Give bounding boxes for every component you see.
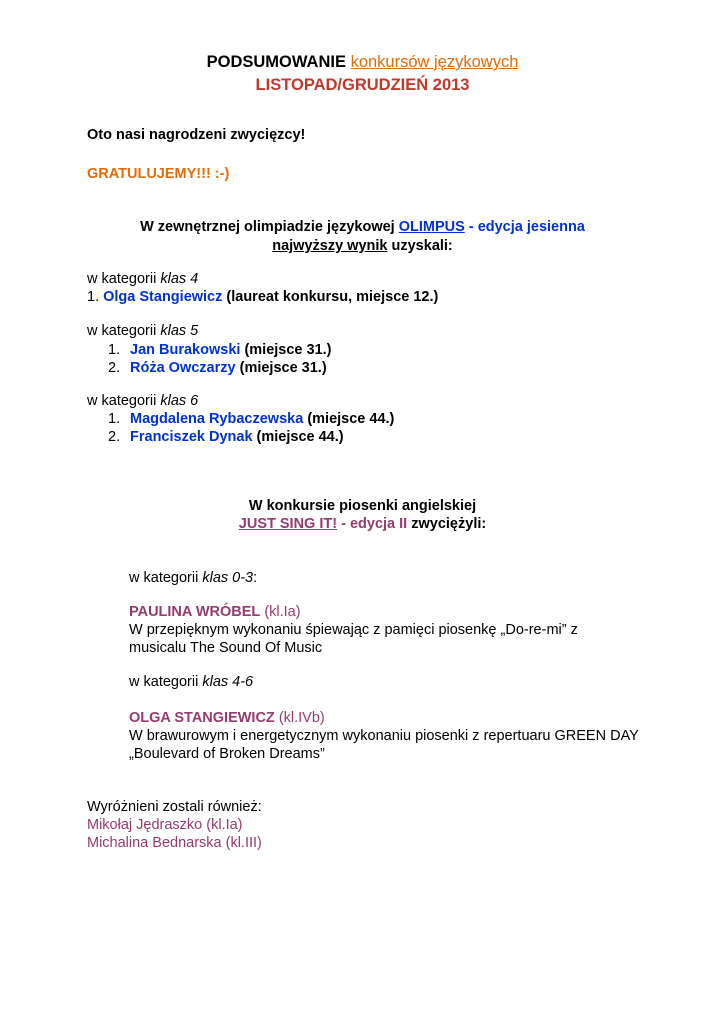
winner-class: (kl.Ia) [264,604,301,620]
student-name: Magdalena Rybaczewska [130,411,304,427]
list-item [108,428,344,447]
list-item [108,359,327,378]
category-name: klas 6 [160,393,199,409]
olimpus-subheading [0,237,725,256]
category-prefix: w kategorii [87,323,157,339]
winner-1-description-line2: musicalu The Sound Of Music [129,640,323,656]
category-klas6 [87,392,198,411]
student-note: (laureat konkursu, miejsce 12.) [226,289,439,305]
category-name: klas 5 [160,323,199,339]
category-prefix: w kategorii [87,271,157,287]
song-contest-link[interactable]: JUST SING IT! [238,516,338,532]
winner-2-description-line1: W brawurowym i energetycznym wykonaniu piosenki z repertuaru GREEN DAY [129,728,639,744]
song-edition: - edycja II [341,516,408,532]
list-item [87,288,438,307]
list-item [108,341,332,360]
category-klas0-3 [129,569,257,588]
category-suffix: : [253,570,258,586]
list-number: 2. [108,429,121,445]
category-name: klas 4-6 [202,674,254,690]
category-name: klas 4 [160,271,199,287]
olimpus-link[interactable]: OLIMPUS [398,219,465,235]
list-number: 2. [108,360,121,376]
distinctions-heading: Wyróżnieni zostali również: [87,799,262,815]
page-subtitle: LISTOPAD/GRUDZIEŃ 2013 [255,76,470,94]
title-link[interactable]: konkursów językowych [350,53,519,71]
student-name: Olga Stangiewicz [103,289,223,305]
title-bold: PODSUMOWANIE [206,53,346,71]
category-klas4 [87,270,198,289]
song-heading: W konkursie piosenki angielskiej [248,498,477,514]
list-number: 1. [108,342,121,358]
page-title [0,53,725,72]
student-name: Róża Owczarzy [130,360,236,376]
winner-1-description-line1: W przepięknym wykonaniu śpiewając z pamięci piosenkę „Do-re-mi” z [129,622,578,638]
student-note: (miejsce 31.) [239,360,327,376]
olimpus-heading [0,218,725,237]
student-name: Jan Burakowski [130,342,241,358]
song-subheading [0,515,725,534]
olimpus-edition: - edycja jesienna [468,219,585,235]
winner-2-description-line2: „Boulevard of Broken Dreams” [129,746,325,762]
student-name: Franciszek Dynak [130,429,253,445]
category-klas4-6 [129,673,253,692]
winner-class: (kl.IVb) [278,710,325,726]
category-prefix: w kategorii [129,570,199,586]
winners-intro: Oto nasi nagrodzeni zwycięzcy! [87,127,306,143]
winner-name: PAULINA WRÓBEL [129,604,261,620]
olimpus-best-score: najwyższy wynik [272,238,388,254]
olimpus-heading-text: W zewnętrznej olimpiadzie językowej [140,219,395,235]
list-number: 1. [108,411,121,427]
category-name: klas 0-3 [202,570,254,586]
category-prefix: w kategorii [129,674,199,690]
song-winners-label: zwyciężyli: [411,516,487,532]
distinction-name: Mikołaj Jędraszko (kl.Ia) [87,817,243,833]
student-note: (miejsce 44.) [307,411,395,427]
student-note: (miejsce 31.) [244,342,332,358]
olimpus-obtained: uzyskali: [391,238,453,254]
congrats-text: GRATULUJEMY!!! :-) [87,166,230,182]
winner-2 [129,709,325,728]
student-note: (miejsce 44.) [256,429,344,445]
winner-1 [129,603,301,622]
category-prefix: w kategorii [87,393,157,409]
winner-name: OLGA STANGIEWICZ [129,710,275,726]
category-klas5 [87,322,198,341]
distinction-name: Michalina Bednarska (kl.III) [87,835,262,851]
list-item [108,410,394,429]
list-number: 1. [87,289,100,305]
